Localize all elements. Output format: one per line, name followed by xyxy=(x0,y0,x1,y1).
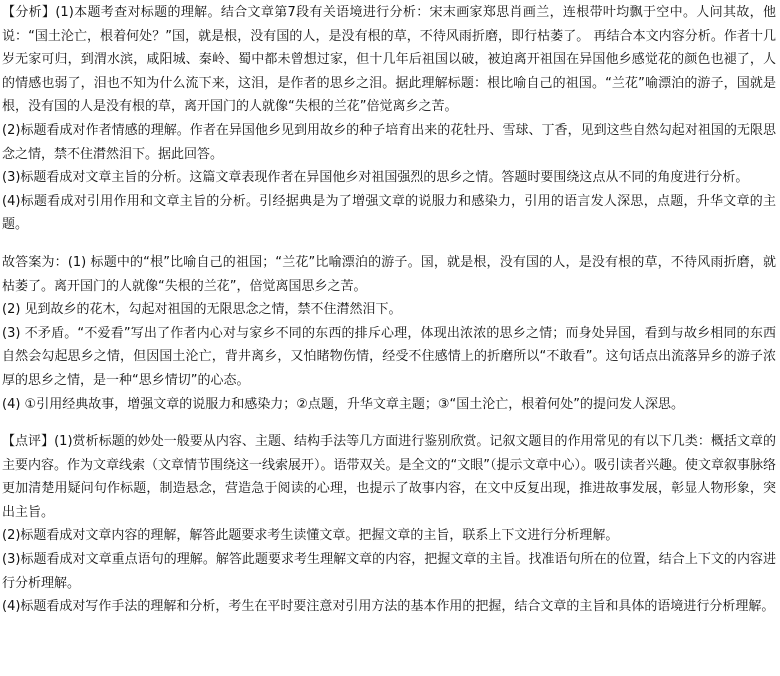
comment-section xyxy=(2,430,776,619)
document-body xyxy=(2,1,776,619)
comment-paragraph-3: (3)标题看成对文章重点语句的理解。解答此题要求考生理解文章的内容，把握文章的主旨。找准语句所在的位置，结合上下文的内容进行分析理解。 xyxy=(2,552,776,591)
analysis-paragraph-2: (2)标题看成对作者情感的理解。作者在异国他乡见到用故乡的种子培育出来的花牡丹、雪球、丁香，见到这些自然勾起对祖国的无限思念之情，禁不住潸然泪下。据此回答。 xyxy=(2,122,776,162)
analysis-paragraph-1: 【分析】(1)本题考查对标题的理解。结合文章第7段有关语境进行分析：宋末画家郑思肖画兰，连根带叶均飘于空中。人问其故，他说：“国土沦亡，根着何处？”国，就是根，没有国的人，是没有根的草，不待风雨折磨，即行枯萎了。 再结合本文内容分析。作者十几岁无家可归，到渭水滨，咸阳城、秦岭、蜀中都未曾想过家，但十几年后祖国以破，被迫离开祖国在异国他乡感觉花的颜色也褪了，人的情感也弱了，泪也不知为什么流下来，这泪，是作者的思乡之泪。据此理解标题：根比喻自己的祖国。“兰花”喻漂泊的游子，国就是根，没有国的人是没有根的草，离开国门的人就像“失根的兰花”倍觉离乡之苦。 xyxy=(2,5,776,115)
comment-paragraph-4: (4)标题看成对写作手法的理解和分析，考生在平时要注意对引用方法的基本作用的把握，结合文章的主旨和具体的语境进行分析理解。 xyxy=(2,599,775,615)
analysis-paragraph-4: (4)标题看成对引用作用和文章主旨的分析。引经据典是为了增强文章的说服力和感染力，引用的语言发人深思，点题，升华文章的主题。 xyxy=(2,193,776,233)
comment-paragraph-1: 【点评】(1)赏析标题的妙处一般要从内容、主题、结构手法等几方面进行鉴别欣赏。记叙文题目的作用常见的有以下几类：概括文章的主要内容。作为文章线索（文章情节围绕这一线索展开）。语带双关。是全文的“文眼”（提示文章中心）。吸引读者兴趣。使文章叙事脉络更加清楚用疑问句作标题，制造悬念，营造急于阅读的心理，也提示了故事内容，在文中反复出现，推进故事发展，彰显人物形象，突出主旨。 xyxy=(2,434,776,520)
analysis-paragraph-3: (3)标题看成对文章主旨的分析。这篇文章表现作者在异国他乡对祖国强烈的思乡之情。答题时要围绕这点从不同的角度进行分析。 xyxy=(2,170,749,186)
answer-paragraph-4: (4) ①引用经典故事，增强文章的说服力和感染力；②点题，升华文章主题；③“国土沦亡，根着何处”的提问发人深思。 xyxy=(2,396,684,412)
answer-paragraph-3: (3) 不矛盾。“不爱看”写出了作者内心对与家乡不同的东西的排斥心理，体现出浓浓的思乡之情；而身处异国，看到与故乡相同的东西自然会勾起思乡之情，但因国土沦亡，背井离乡，又怕睹物伤情，经受不住感情上的折磨所以“不敢看”。这句话点出流落异乡的游子浓厚的思乡之情，是一种“思乡情切”的心态。 xyxy=(2,325,776,388)
answer-section xyxy=(2,251,776,416)
answer-paragraph-1: 故答案为：(1) 标题中的“根”比喻自己的祖国；“兰花”比喻漂泊的游子。国，就是根，没有国的人，是没有根的草，不待风雨折磨，就枯萎了。离开国门的人就像“失根的兰花”，倍觉离国思乡之苦。 xyxy=(2,254,776,294)
answer-paragraph-2: (2) 见到故乡的花木，勾起对祖国的无限思念之情，禁不住潸然泪下。 xyxy=(2,302,402,318)
analysis-section xyxy=(2,1,776,237)
section-gap xyxy=(2,416,776,430)
section-gap xyxy=(2,237,776,251)
comment-paragraph-2: (2)标题看成对文章内容的理解，解答此题要求考生读懂文章。把握文章的主旨，联系上下文进行分析理解。 xyxy=(2,528,619,544)
